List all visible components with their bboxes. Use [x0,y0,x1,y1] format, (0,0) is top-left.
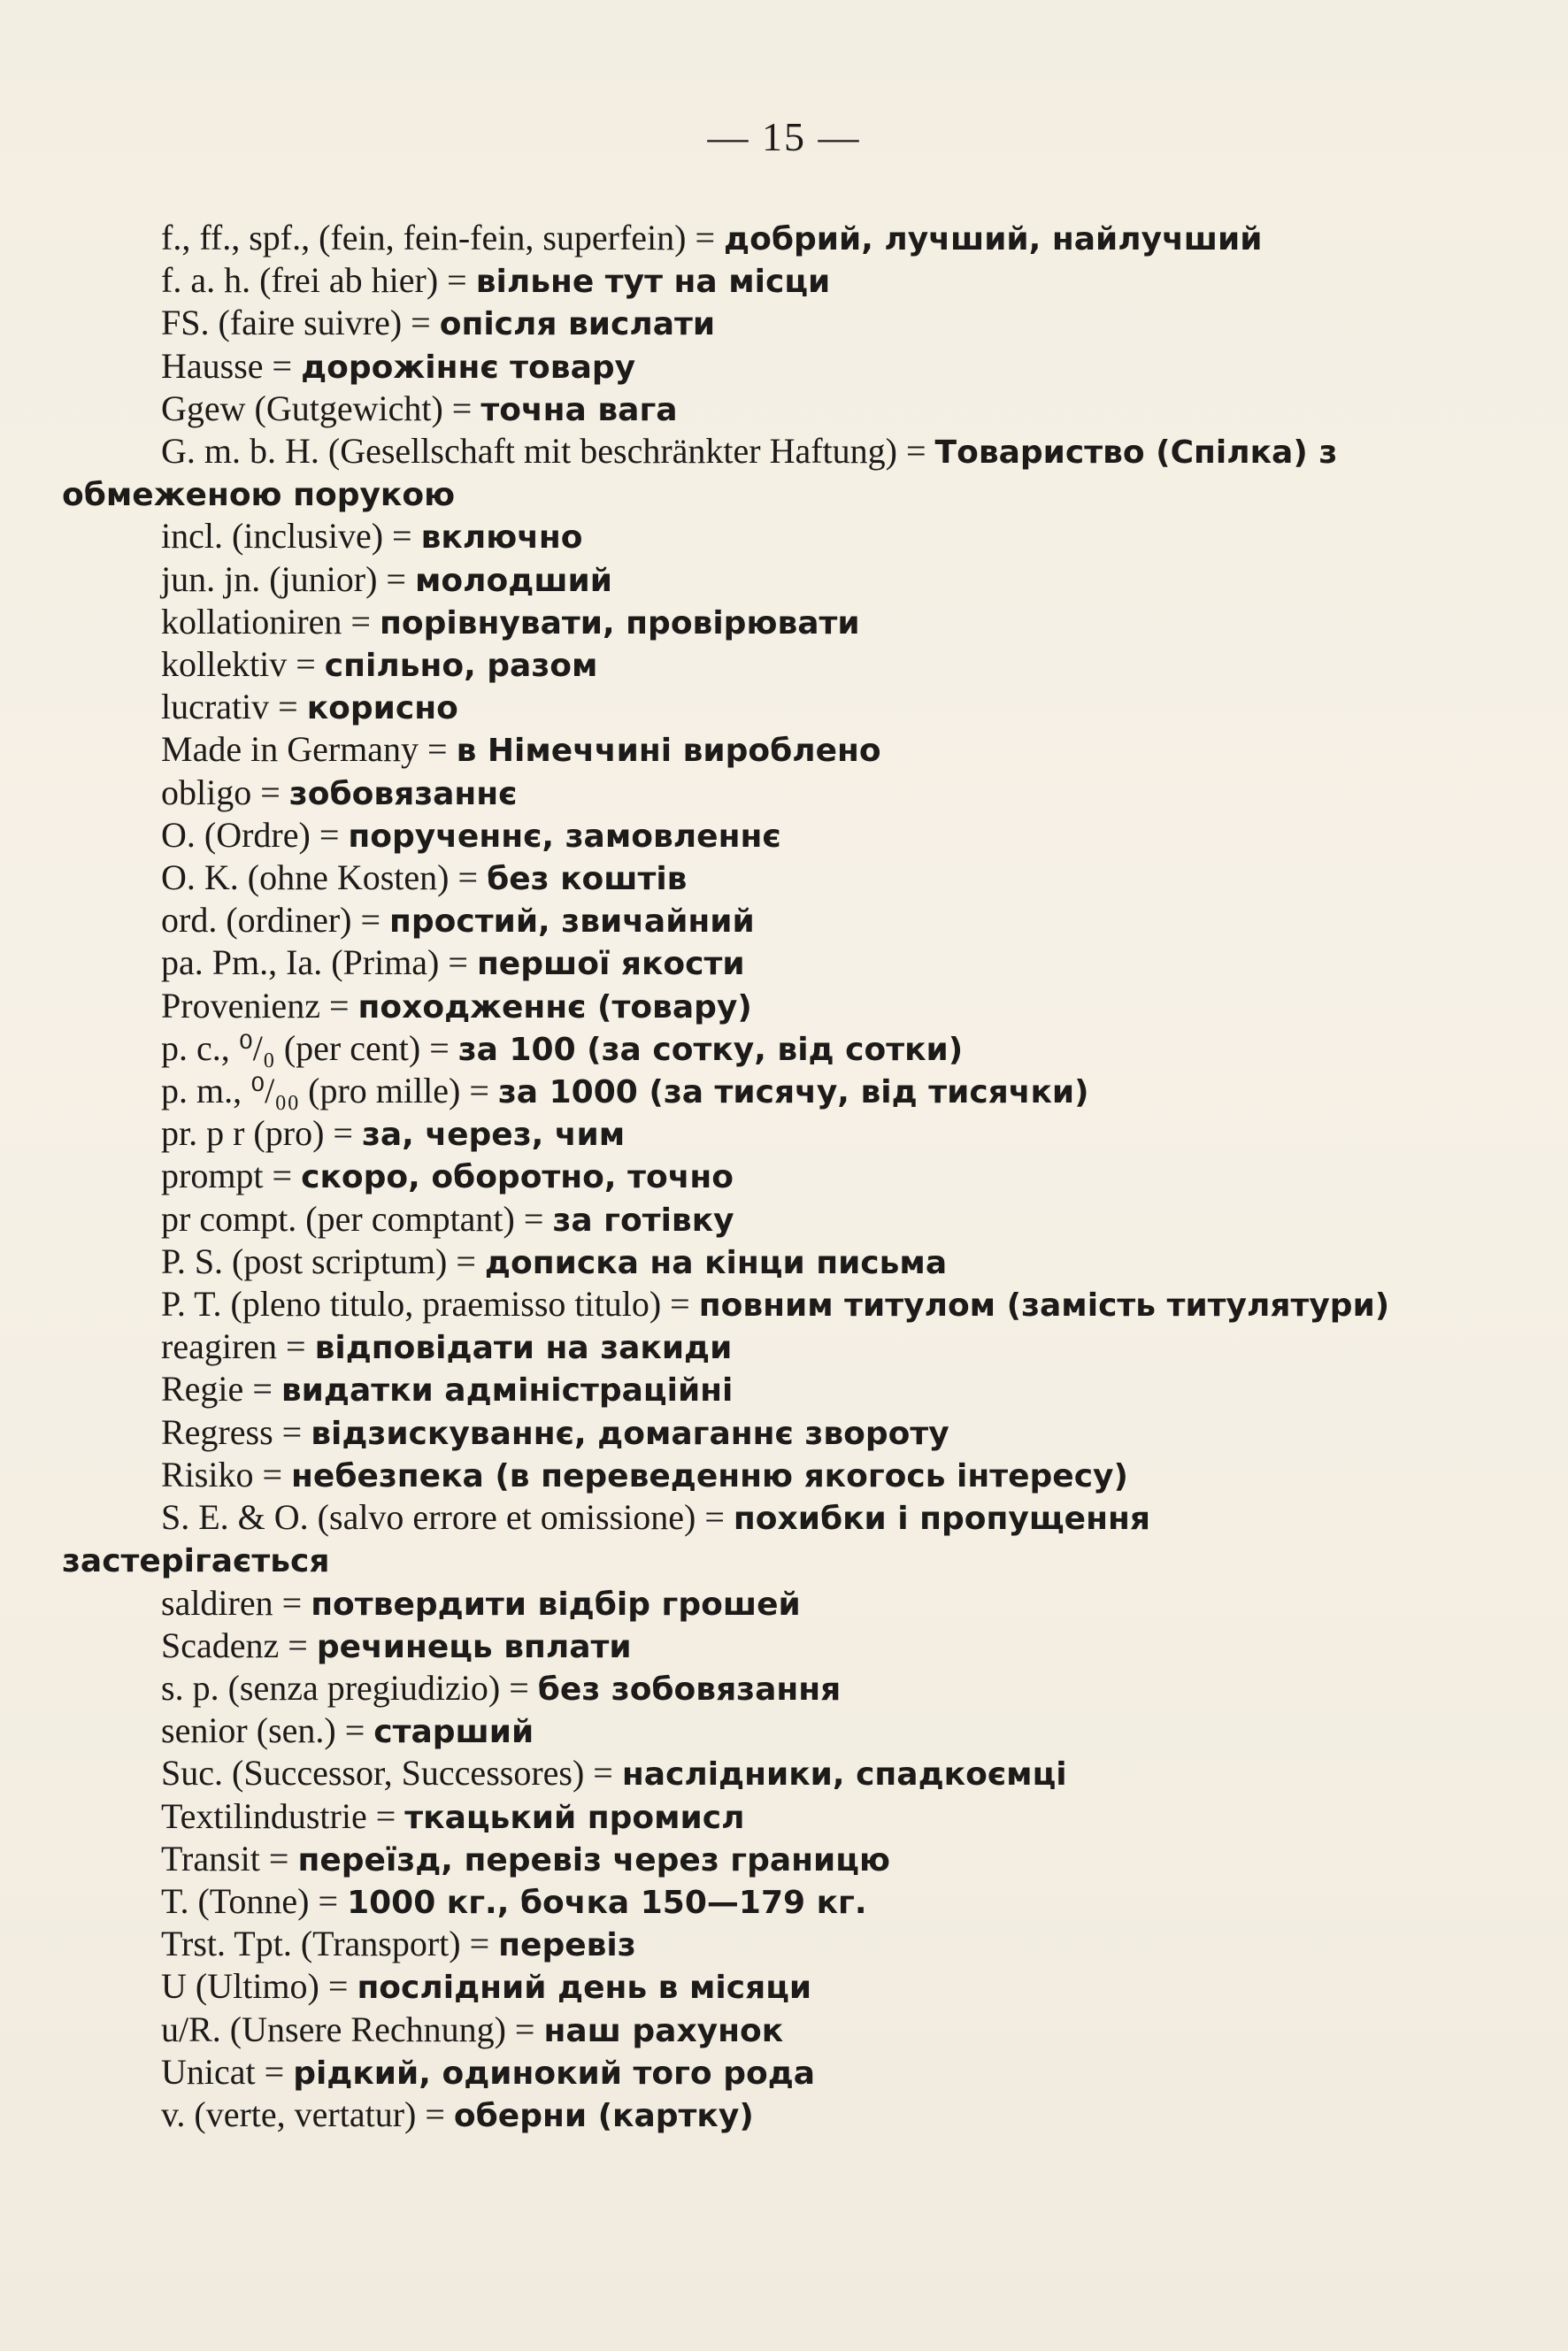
entry-translation: Товариство (Спілка) з обмеженою порукою [62,434,1338,514]
entry-translation: корисно [306,690,458,727]
entry-separator: = [351,900,390,941]
entry-term: Suc. (Successor, Successores) [161,1753,585,1794]
entry-translation: небезпека (в переведенню якогось інтересу) [291,1457,1128,1494]
entry-term: senior (sen.) [161,1710,336,1751]
entry-separator: = [505,2009,544,2049]
entry-translation: точна вага [480,391,678,428]
entry-separator: = [696,1497,734,1538]
entry-translation: 1000 кг., бочка 150—179 кг. [347,1884,867,1921]
abbreviation-entry [161,986,1418,1028]
entry-term: O. K. (ohne Kosten) [161,857,450,898]
entry-translation: відповідати на закиди [314,1330,733,1367]
entry-separator: = [402,303,440,343]
abbreviation-entry [161,1881,1418,1924]
entry-translation: похибки і пропущення застерігається [62,1501,1150,1580]
entry-separator: = [416,2094,454,2134]
entry-term: p. c., ⁰/₀ (per cent) [161,1027,421,1068]
abbreviation-entry [161,2052,1418,2094]
entry-translation: без зобовязання [537,1671,842,1708]
entry-separator: = [269,687,307,727]
entry-translation: в Німеччині вироблено [456,733,881,770]
entry-translation: за готівку [552,1202,734,1239]
entry-translation: відзискуваннє, домаганнє звороту [311,1415,949,1452]
entry-term: lucrativ [161,687,270,727]
entry-translation: оберни (картку) [453,2097,754,2134]
abbreviation-entry [161,942,1418,985]
abbreviation-entry [62,1284,1418,1326]
entry-term: Trst. Tpt. (Transport) [161,1924,461,1964]
abbreviation-entry [62,1497,1418,1582]
entry-separator: = [442,388,481,428]
entry-separator: = [279,1625,317,1665]
abbreviation-entry [161,1966,1418,2009]
entry-separator: = [896,431,935,472]
entry-term: Scadenz [161,1625,280,1665]
entry-term: pr compt. (per comptant) [161,1198,515,1239]
entry-term: Regie [161,1369,244,1410]
entry-separator: = [460,1071,498,1111]
abbreviation-entry [161,1241,1418,1284]
entry-separator: = [255,2051,294,2092]
entry-translation: речинець вплати [316,1628,632,1665]
entry-translation: повним титулом (замість титулятури) [698,1287,1390,1325]
abbreviation-entry [161,1326,1418,1369]
entry-term: Provenienz [161,985,320,1026]
entry-term: incl. (inclusive) [161,516,384,557]
entry-translation: за 1000 (за тисячу, від тисячки) [497,1074,1089,1111]
abbreviation-entry [161,1924,1418,1966]
entry-translation: за, через, чим [361,1117,626,1154]
entry-separator: = [460,1924,499,1964]
entry-term: kollektiv [161,644,288,685]
entry-term: obligo [161,772,252,812]
entry-separator: = [273,1411,311,1452]
page-number: — 15 — [707,114,861,159]
entry-translation: наш рахунок [543,2012,784,2049]
entry-separator: = [366,1795,405,1836]
entry-translation: включно [420,519,583,557]
entry-term: p. m., ⁰/₀₀ (pro mille) [161,1071,461,1111]
entry-translation: за 100 (за сотку, від сотки) [457,1031,964,1068]
entry-separator: = [383,516,421,557]
entry-translation: старший [373,1714,534,1751]
abbreviation-entry [161,1113,1418,1156]
entry-term: G. m. b. H. (Gesellschaft mit beschränkter Haftung) [161,431,897,472]
entry-translation: видатки адміністраційні [281,1372,734,1410]
entry-term: f. a. h. (frei ab hier) [161,260,439,301]
entry-separator: = [319,1966,357,2007]
abbreviation-entry [161,346,1418,388]
abbreviation-entry [161,1028,1418,1071]
abbreviation-entry [161,2009,1418,2052]
abbreviation-entry [161,602,1418,644]
entry-separator: = [514,1198,553,1239]
entry-translation: потвердити відбір грошей [311,1586,801,1623]
entry-term: P. S. (post scriptum) [161,1241,448,1281]
entry-separator: = [287,644,325,685]
abbreviation-entry [161,1455,1418,1497]
abbreviation-entry [161,1369,1418,1411]
entry-term: kollationiren [161,601,342,642]
entry-separator: = [253,1454,292,1494]
entry-translation: дописка на кінци письма [484,1244,948,1281]
entry-term: jun. jn. (junior) [161,558,378,599]
entry-translation: спільно, разом [324,648,598,685]
abbreviation-entry [161,644,1418,687]
entry-term: u/R. (Unsere Rechnung) [161,2009,506,2049]
entry-translation: перевіз [498,1927,636,1964]
entry-term: Ggew (Gutgewicht) [161,388,443,428]
entry-term: reagiren [161,1326,278,1367]
entry-term: Textilindustrie [161,1795,367,1836]
abbreviation-entry [161,1668,1418,1710]
entry-term: prompt [161,1156,264,1196]
entry-separator: = [661,1284,699,1325]
abbreviation-entry [161,900,1418,942]
entry-separator: = [310,814,349,855]
entry-separator: = [377,558,415,599]
entry-term: U (Ultimo) [161,1966,319,2007]
abbreviation-entry [161,729,1418,772]
entry-translation: послідний день в місяци [357,1970,812,2007]
entry-term: pr. p r (pro) [161,1113,325,1154]
entry-term: v. (verte, vertatur) [161,2094,417,2134]
entry-separator: = [342,601,380,642]
abbreviation-entry [161,1839,1418,1881]
entry-translation: добрий, лучший, найлучший [724,221,1263,257]
entry-term: Unicat [161,2051,256,2092]
entry-term: ord. (ordiner) [161,900,352,941]
entry-term: T. (Tonne) [161,1880,310,1921]
entry-separator: = [263,345,302,386]
abbreviation-entry [62,1071,1418,1113]
entry-separator: = [324,1113,362,1154]
entry-translation: без коштів [487,861,688,898]
entry-translation: першої якости [476,946,745,983]
abbreviation-entry [161,815,1418,857]
entry-translation: переїзд, перевіз через границю [297,1841,890,1878]
abbreviation-entry [161,1753,1418,1795]
entry-separator: = [447,1241,485,1281]
entry-term: S. E. & O. (salvo errore et omissione) [161,1497,696,1538]
entry-translation: опісля вислати [439,306,716,343]
entry-separator: = [439,942,477,983]
abbreviation-entry [62,431,1418,516]
entry-term: P. T. (pleno titulo, praemisso titulo) [161,1284,662,1325]
abbreviation-entry [161,388,1418,431]
abbreviation-entry [161,687,1418,729]
abbreviation-list [62,218,1418,2137]
entry-separator: = [273,1582,311,1623]
entry-translation: порівнувати, провірювати [379,604,860,642]
entry-translation: походженнє (товару) [357,988,752,1026]
entry-term: saldiren [161,1582,273,1623]
entry-separator: = [259,1838,298,1878]
entry-translation: порученнє, замовленнє [348,818,781,855]
entry-separator: = [319,985,358,1026]
abbreviation-entry [161,2094,1418,2137]
entry-term: FS. (faire suivre) [161,303,403,343]
entry-term: pa. Pm., Ia. (Prima) [161,942,440,983]
entry-term: Transit [161,1838,260,1878]
entry-separator: = [500,1667,538,1708]
entry-separator: = [686,218,725,257]
entry-separator: = [449,857,488,898]
abbreviation-entry [161,559,1418,602]
entry-term: f., ff., spf., (fein, fein-fein, superfein) [161,218,687,257]
entry-translation: вільне тут на місци [475,264,831,301]
entry-translation: наслідники, спадкоємці [621,1756,1067,1794]
entry-translation: простий, звичайний [389,903,755,941]
entry-separator: = [438,260,476,301]
entry-translation: молодший [414,562,612,599]
entry-separator: = [251,772,289,812]
entry-translation: ткацький промисл [404,1799,745,1836]
abbreviation-entry [161,857,1418,900]
abbreviation-entry [161,1625,1418,1668]
entry-separator: = [309,1880,348,1921]
entry-term: O. (Ordre) [161,814,311,855]
abbreviation-entry [161,1412,1418,1455]
entry-separator: = [335,1710,374,1751]
abbreviation-entry [161,260,1418,303]
abbreviation-entry [161,516,1418,558]
entry-term: s. p. (senza pregiudizio) [161,1667,501,1708]
entry-separator: = [584,1753,622,1794]
abbreviation-entry [161,772,1418,815]
entry-term: Risiko [161,1454,254,1494]
entry-separator: = [419,729,457,770]
abbreviation-entry [161,1199,1418,1241]
abbreviation-entry [161,303,1418,345]
entry-separator: = [243,1369,281,1410]
entry-translation: дорожіннє товару [301,349,636,386]
abbreviation-entry [161,1796,1418,1839]
entry-term: Regress [161,1411,273,1452]
entry-translation: рідкий, одинокий того рода [293,2055,816,2092]
entry-separator: = [277,1326,315,1367]
abbreviation-entry [161,1156,1418,1198]
entry-separator: = [263,1156,302,1196]
abbreviation-entry [161,1583,1418,1625]
abbreviation-entry [62,218,1418,260]
entry-term: Hausse [161,345,264,386]
entry-translation: зобовязаннє [288,775,518,812]
abbreviation-entry [161,1710,1418,1753]
entry-separator: = [420,1027,458,1068]
entry-translation: скоро, оборотно, точно [301,1159,734,1196]
entry-term: Made in Germany [161,729,419,770]
